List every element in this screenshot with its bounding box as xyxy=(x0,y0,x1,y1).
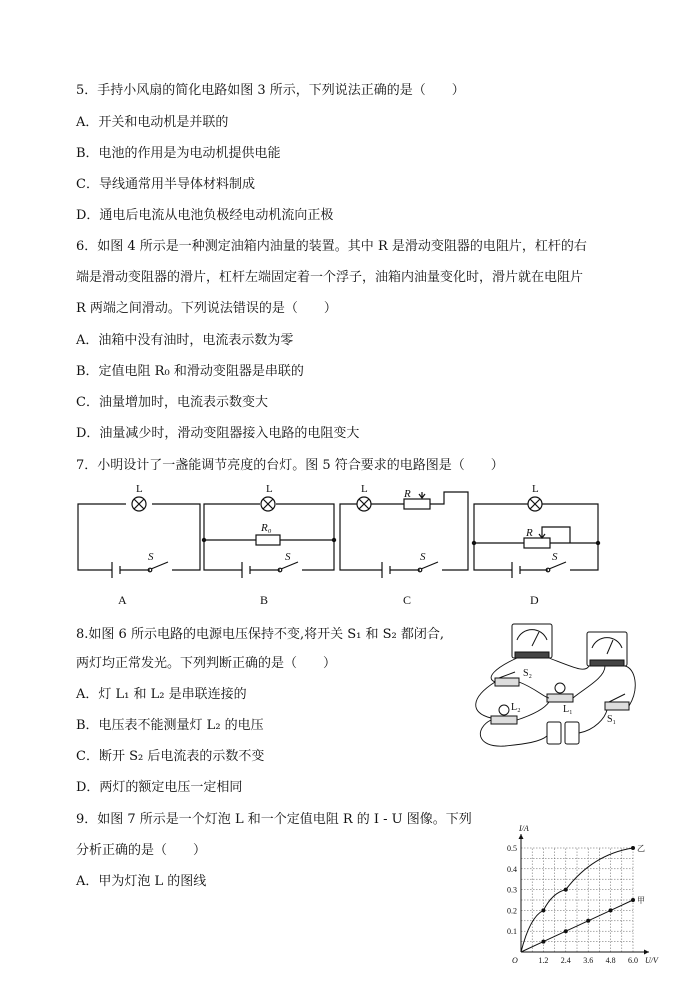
series-line xyxy=(521,900,633,952)
x-tick-label: 1.2 xyxy=(538,956,549,965)
circuit-caption-a: A xyxy=(118,593,127,607)
x-axis-arrow xyxy=(644,950,649,955)
switch-label-b: S xyxy=(285,551,291,563)
iu-chart xyxy=(495,824,670,972)
q5-option-a: A．开关和电动机是并联的 xyxy=(76,115,229,130)
lamp-label-c: L xyxy=(361,483,368,495)
lamp-label-a: L xyxy=(136,483,143,495)
q9-line-2: 分析正确的是（ ） xyxy=(76,843,207,858)
switch-label-a: S xyxy=(148,551,154,563)
q5-option-d: D．通电后电流从电池负极经电动机流向正极 xyxy=(76,208,334,223)
ammeter-icon xyxy=(587,632,627,666)
q6-option-a: A．油箱中没有油时，电流表示数为零 xyxy=(76,333,294,348)
circuit-caption-b: B xyxy=(260,593,269,607)
x-tick-label: 3.6 xyxy=(583,956,594,965)
circuit-caption-c: C xyxy=(403,593,412,607)
switch-s1-icon xyxy=(605,694,629,710)
origin-label: O xyxy=(512,956,518,965)
lamp-label-d: L xyxy=(532,483,539,495)
switch-label-c: S xyxy=(420,551,426,563)
circuit-b xyxy=(204,497,334,578)
q7-circuit-diagrams xyxy=(70,480,610,610)
x-tick-label: 4.8 xyxy=(605,956,616,965)
y-tick-label: 0.1 xyxy=(507,927,517,937)
data-point xyxy=(564,929,568,933)
q6-option-d: D．油量减少时，滑动变阻器接入电路的电阻变大 xyxy=(76,426,360,441)
x-tick-label: 6.0 xyxy=(628,956,638,965)
q8-option-b: B．电压表不能测量灯 L₂ 的电压 xyxy=(76,718,264,733)
q6-line-3: R 两端之间滑动。下列说法错误的是（ ） xyxy=(76,301,337,316)
q8-option-c: C．断开 S₂ 后电流表的示数不变 xyxy=(76,749,265,764)
y-tick-label: 0.3 xyxy=(507,885,517,895)
data-point xyxy=(541,908,545,912)
battery-icon xyxy=(547,722,579,744)
data-point xyxy=(631,898,635,902)
q8-physical-circuit xyxy=(465,618,645,758)
y-axis-arrow xyxy=(519,834,524,839)
label-l1: L₁ xyxy=(563,704,573,715)
q5-option-c: C．导线通常用半导体材料制成 xyxy=(76,177,255,192)
data-point xyxy=(631,846,635,850)
q6-line-1: 6．如图 4 所示是一种测定油箱内油量的装置。其中 R 是滑动变阻器的电阻片，杠杆的右 xyxy=(76,239,587,254)
circuit-caption-d: D xyxy=(530,593,539,607)
data-point xyxy=(586,919,590,923)
data-point xyxy=(609,908,613,912)
voltmeter-icon xyxy=(512,624,552,658)
q8-option-a: A．灯 L₁ 和 L₂ 是串联连接的 xyxy=(76,687,247,702)
label-s1: S₁ xyxy=(607,714,617,725)
circuit-d xyxy=(474,497,598,578)
q8-line-1: 8.如图 6 所示电路的电源电压保持不变,将开关 S₁ 和 S₂ 都闭合, xyxy=(76,627,444,642)
data-point xyxy=(564,888,568,892)
y-tick-label: 0.4 xyxy=(507,864,517,874)
switch-s2-icon xyxy=(495,672,519,686)
q6-option-b: B．定值电阻 R₀ 和滑动变阻器是串联的 xyxy=(76,364,304,379)
x-tick-label: 2.4 xyxy=(560,956,571,965)
series-label: 乙 xyxy=(637,844,645,853)
label-s2: S₂ xyxy=(523,668,533,679)
q5-option-b: B．电池的作用是为电动机提供电能 xyxy=(76,146,281,161)
switch-label-d: S xyxy=(552,551,558,563)
series-label: 甲 xyxy=(637,896,645,905)
label-l2: L₂ xyxy=(511,702,521,713)
q9-line-1: 9．如图 7 所示是一个灯泡 L 和一个定值电阻 R 的 I - U 图像。下列 xyxy=(76,812,472,827)
resistor-label-c: R xyxy=(404,488,411,500)
y-axis-label: I/A xyxy=(519,824,529,833)
q7-stem: 7．小明设计了一盏能调节亮度的台灯。图 5 符合要求的电路图是（ ） xyxy=(76,458,504,473)
q6-option-c: C．油量增加时，电流表示数变大 xyxy=(76,395,268,410)
q6-line-2: 端是滑动变阻器的滑片，杠杆左端固定着一个浮子，油箱内油量变化时，滑片就在电阻片 xyxy=(76,270,584,285)
q9-option-a: A．甲为灯泡 L 的图线 xyxy=(76,874,207,889)
y-tick-label: 0.5 xyxy=(507,844,517,853)
circuit-a xyxy=(78,497,200,578)
resistor-label-d: R xyxy=(526,527,533,539)
circuit-c xyxy=(340,492,468,578)
y-tick-label: 0.2 xyxy=(507,906,517,916)
lamp-l1-icon xyxy=(547,683,573,702)
q8-option-d: D．两灯的额定电压一定相同 xyxy=(76,780,243,795)
q8-line-2: 两灯均正常发光。下列判断正确的是（ ） xyxy=(76,656,337,671)
q5-stem: 5．手持小风扇的简化电路如图 3 所示，下列说法正确的是（ ） xyxy=(76,83,465,98)
resistor-label-b: R₀ xyxy=(261,522,272,534)
x-axis-label: U/V xyxy=(645,956,658,965)
data-point xyxy=(541,940,545,944)
lamp-label-b: L xyxy=(266,483,273,495)
